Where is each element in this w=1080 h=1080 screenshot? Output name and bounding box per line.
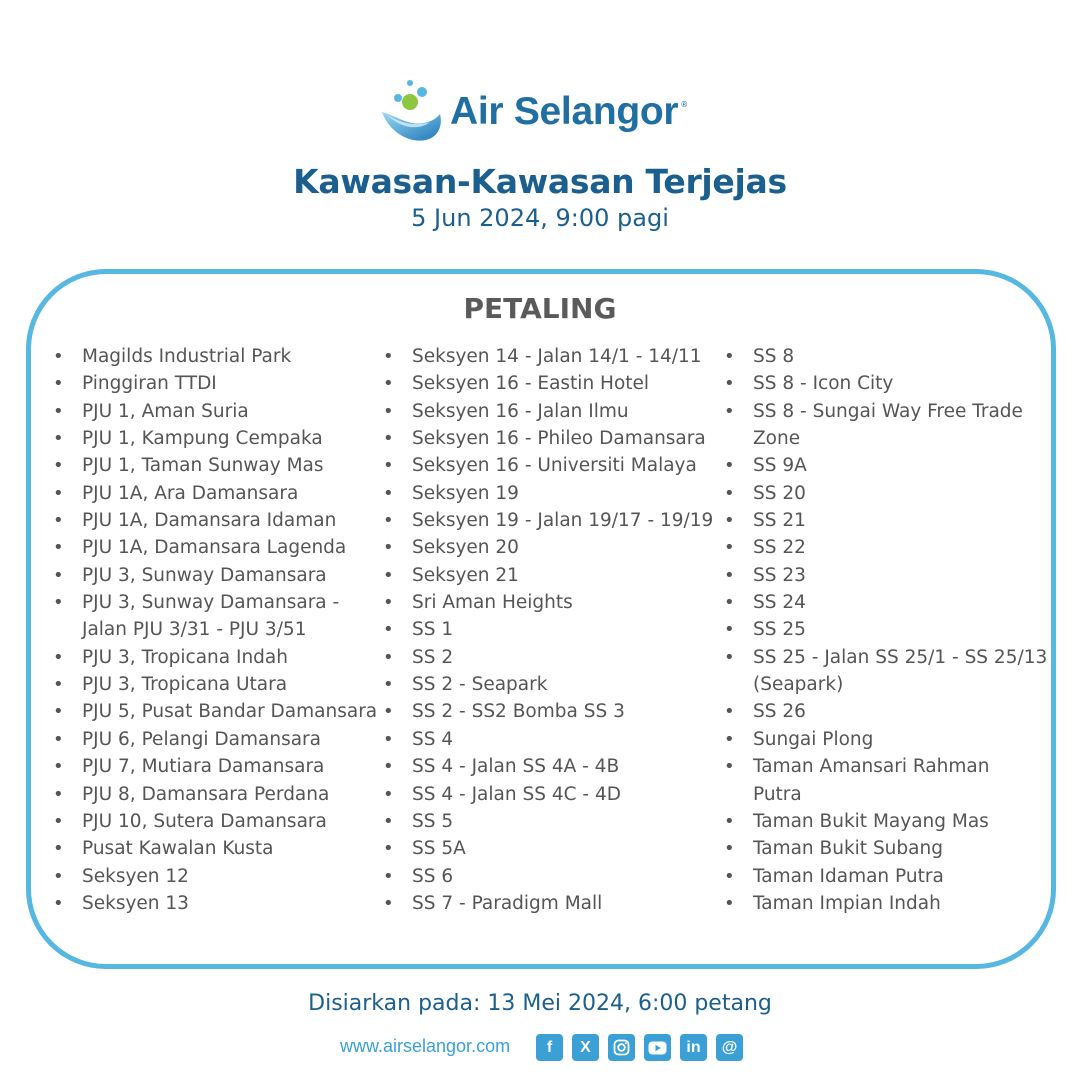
area-name: PJU 3, Sunway Damansara — [82, 564, 327, 586]
area-list-item — [383, 726, 713, 753]
bullet-icon: • — [383, 482, 394, 504]
facebook-icon[interactable] — [536, 1034, 563, 1061]
bullet-icon: • — [383, 537, 394, 559]
area-list-item — [53, 480, 377, 507]
bullet-icon: • — [724, 510, 735, 532]
bullet-icon: • — [383, 455, 394, 477]
bullet-icon: • — [383, 564, 394, 586]
bullet-icon: • — [724, 537, 735, 559]
area-name: Seksyen 21 — [412, 564, 519, 586]
threads-glyph: @ — [721, 1038, 738, 1056]
area-name: SS 25 — [753, 619, 806, 641]
area-name: SS 24 — [753, 592, 806, 614]
area-list-item — [724, 398, 1047, 425]
area-list-item — [383, 616, 713, 643]
area-name: SS 2 - SS2 Bomba SS 3 — [412, 701, 625, 723]
bullet-icon: • — [724, 646, 735, 668]
x-glyph: X — [580, 1038, 591, 1056]
bullet-icon: • — [53, 564, 64, 586]
bullet-icon: • — [53, 701, 64, 723]
bullet-icon: • — [383, 510, 394, 532]
bullet-icon: • — [53, 455, 64, 477]
area-name: Taman Impian Indah — [753, 892, 941, 914]
linkedin-icon[interactable] — [680, 1034, 707, 1061]
area-name: PJU 1, Kampung Cempaka — [82, 428, 323, 450]
area-name: PJU 8, Damansara Perdana — [82, 783, 330, 805]
area-list-item — [53, 890, 377, 917]
area-list-item — [383, 507, 714, 534]
water-drop-logo-icon — [380, 78, 444, 146]
bullet-icon: • — [724, 455, 735, 477]
bullet-icon: • — [383, 346, 394, 367]
bullet-icon: • — [724, 810, 735, 832]
area-name: Seksyen 16 - Eastin Hotel — [412, 373, 650, 395]
bullet-icon: • — [383, 592, 394, 614]
area-name: SS 2 — [412, 646, 454, 668]
bullet-icon: • — [383, 810, 394, 832]
area-name: PJU 7, Mutiara Damansara — [82, 756, 325, 778]
bullet-icon: • — [383, 701, 394, 723]
area-name: SS 8 — [753, 346, 795, 367]
area-name: Sungai Plong — [753, 728, 874, 750]
area-name: SS 23 — [753, 564, 806, 586]
bullet-icon: • — [53, 810, 64, 832]
area-list-item — [383, 753, 713, 780]
area-name: SS 20 — [753, 482, 806, 504]
bullet-icon: • — [383, 400, 394, 422]
area-name: Seksyen 12 — [82, 865, 189, 887]
area-list-item — [53, 534, 377, 561]
area-name: Taman Bukit Subang — [753, 838, 943, 860]
threads-icon[interactable] — [716, 1034, 743, 1061]
area-list-item — [383, 370, 713, 397]
area-name: PJU 1, Taman Sunway Mas — [82, 455, 324, 477]
area-list-item — [724, 480, 1047, 507]
bullet-icon: • — [53, 892, 64, 914]
area-name: Pinggiran TTDI — [82, 373, 217, 395]
area-list-item — [724, 753, 1047, 780]
bullet-icon: • — [53, 428, 64, 450]
area-list-item — [53, 343, 377, 370]
area-list-item — [383, 589, 713, 616]
area-list-item — [724, 863, 1047, 890]
district-heading: PETALING — [463, 292, 617, 325]
bullet-icon: • — [724, 838, 735, 860]
area-list-item — [383, 425, 713, 452]
bullet-icon: • — [724, 346, 735, 367]
bullet-icon: • — [53, 674, 64, 696]
area-name: SS 6 — [412, 865, 454, 887]
bullet-icon: • — [724, 373, 735, 395]
broadcast-date: Disiarkan pada: 13 Mei 2024, 6:00 petang — [308, 991, 772, 1016]
x-icon[interactable] — [572, 1034, 599, 1061]
area-name: Seksyen 20 — [412, 537, 519, 559]
bullet-icon: • — [724, 728, 735, 750]
bullet-icon: • — [724, 756, 735, 778]
area-list-item — [53, 589, 377, 616]
area-list-column-3 — [724, 343, 1048, 917]
bullet-icon: • — [383, 674, 394, 696]
area-name: PJU 1, Aman Suria — [82, 400, 249, 422]
area-name: SS 1 — [412, 619, 454, 641]
area-name: Seksyen 16 - Universiti Malaya — [412, 455, 697, 477]
area-list-item — [53, 425, 377, 452]
area-list-item — [724, 698, 1047, 725]
bullet-icon: • — [53, 510, 64, 532]
bullet-icon: • — [724, 892, 735, 914]
area-list-item — [724, 890, 1047, 917]
area-list-item — [383, 562, 713, 589]
area-list-item — [383, 534, 713, 561]
area-list-item — [53, 863, 377, 890]
bullet-icon: • — [383, 783, 394, 805]
area-name: SS 21 — [753, 510, 806, 532]
bullet-icon: • — [53, 482, 64, 504]
facebook-glyph: f — [546, 1038, 553, 1056]
area-name: SS 25 - Jalan SS 25/1 - SS 25/13 — [753, 646, 1048, 668]
area-list-item — [383, 644, 713, 671]
bullet-icon: • — [383, 373, 394, 395]
area-list-item — [724, 835, 1047, 862]
bullet-icon: • — [53, 373, 64, 395]
area-name: Sri Aman Heights — [412, 592, 573, 614]
area-name: Taman Bukit Mayang Mas — [753, 810, 989, 832]
area-list-item — [53, 452, 377, 479]
bullet-icon: • — [383, 838, 394, 860]
area-name: PJU 10, Sutera Damansara — [82, 810, 327, 832]
area-list-column-2 — [383, 343, 714, 917]
bullet-icon: • — [383, 756, 394, 778]
bullet-icon: • — [724, 564, 735, 586]
area-name: SS 22 — [753, 537, 806, 559]
area-name: SS 9A — [753, 455, 807, 477]
area-name: SS 4 - Jalan SS 4A - 4B — [412, 756, 620, 778]
area-list-item — [724, 726, 1047, 753]
page-subtitle-date: 5 Jun 2024, 9:00 pagi — [411, 204, 669, 232]
air-selangor-logo — [380, 76, 688, 148]
area-list-item — [383, 398, 713, 425]
area-list-item — [53, 753, 377, 780]
bullet-icon: • — [383, 646, 394, 668]
area-list-item — [53, 781, 377, 808]
area-list-item — [724, 343, 1047, 370]
area-list-item — [724, 589, 1047, 616]
area-list-item-continuation — [753, 425, 1047, 452]
area-name: Taman Idaman Putra — [753, 865, 944, 887]
bullet-icon: • — [53, 838, 64, 860]
area-name: PJU 1A, Ara Damansara — [82, 482, 299, 504]
area-name: Putra — [753, 783, 802, 805]
social-icons — [536, 1034, 743, 1061]
registered-mark: ® — [680, 100, 689, 109]
area-name: SS 8 - Icon City — [753, 373, 894, 395]
area-list-item — [53, 671, 377, 698]
area-name: SS 4 — [412, 728, 454, 750]
area-list-item — [383, 808, 713, 835]
area-name: SS 8 - Sungai Way Free Trade — [753, 400, 1023, 422]
linkedin-glyph: in — [686, 1038, 701, 1056]
area-name: Zone — [753, 428, 801, 450]
area-name: PJU 3, Tropicana Utara — [82, 674, 288, 696]
bullet-icon: • — [724, 619, 735, 641]
bullet-icon: • — [383, 865, 394, 887]
instagram-icon[interactable] — [608, 1034, 635, 1061]
bullet-icon: • — [53, 756, 64, 778]
area-list-item — [383, 863, 713, 890]
area-list-item-continuation — [82, 616, 377, 643]
area-list-item-continuation — [753, 781, 1047, 808]
youtube-icon[interactable] — [644, 1034, 671, 1061]
bullet-icon: • — [383, 892, 394, 914]
bullet-icon: • — [53, 592, 64, 614]
area-list-item — [724, 616, 1047, 643]
area-list-item — [53, 562, 377, 589]
area-list-item — [724, 644, 1048, 671]
bullet-icon: • — [53, 865, 64, 887]
bullet-icon: • — [53, 728, 64, 750]
area-name: PJU 5, Pusat Bandar Damansara — [82, 701, 378, 723]
area-list-item — [724, 507, 1047, 534]
area-name: PJU 6, Pelangi Damansara — [82, 728, 321, 750]
area-name: Pusat Kawalan Kusta — [82, 838, 274, 860]
area-name: PJU 3, Tropicana Indah — [82, 646, 288, 668]
area-name: SS 4 - Jalan SS 4C - 4D — [412, 783, 621, 805]
area-list-item — [383, 698, 713, 725]
bullet-icon: • — [53, 783, 64, 805]
area-list-item — [383, 835, 713, 862]
bullet-icon: • — [724, 482, 735, 504]
area-name: SS 5A — [412, 838, 466, 860]
area-list-item — [724, 562, 1047, 589]
area-name: Jalan PJU 3/31 - PJU 3/51 — [82, 619, 307, 641]
bullet-icon: • — [53, 646, 64, 668]
area-name: SS 2 - Seapark — [412, 674, 548, 696]
area-name: Magilds Industrial Park — [82, 346, 292, 367]
website-link[interactable]: www.airselangor.com — [340, 1036, 511, 1056]
area-list-item — [724, 452, 1047, 479]
area-name: Seksyen 19 — [412, 482, 519, 504]
area-name: Seksyen 16 - Jalan Ilmu — [412, 400, 629, 422]
area-list-item — [383, 781, 713, 808]
bullet-icon: • — [53, 400, 64, 422]
area-list-item — [53, 726, 377, 753]
area-name: Seksyen 14 - Jalan 14/1 - 14/11 — [412, 346, 702, 367]
area-name: Seksyen 16 - Phileo Damansara — [412, 428, 706, 450]
page-title: Kawasan-Kawasan Terjejas — [293, 162, 787, 201]
area-list-item — [383, 343, 713, 370]
bullet-icon: • — [383, 428, 394, 450]
area-list-item — [383, 890, 713, 917]
area-list-item — [53, 398, 377, 425]
area-list-item — [724, 534, 1047, 561]
bullet-icon: • — [383, 728, 394, 750]
area-name: (Seapark) — [753, 674, 844, 696]
area-list-column-1 — [53, 343, 378, 917]
bullet-icon: • — [724, 400, 735, 422]
area-list-item — [724, 808, 1047, 835]
area-name: Seksyen 19 - Jalan 19/17 - 19/19 — [412, 510, 714, 532]
bullet-icon: • — [724, 865, 735, 887]
bullet-icon: • — [53, 346, 64, 367]
area-list-item — [383, 671, 713, 698]
bullet-icon: • — [383, 619, 394, 641]
bullet-icon: • — [724, 701, 735, 723]
brand-name: Air Selangor — [450, 90, 679, 133]
area-list-item — [724, 370, 1047, 397]
bullet-icon: • — [724, 592, 735, 614]
area-list-item — [53, 507, 377, 534]
bullet-icon: • — [53, 537, 64, 559]
area-name: Seksyen 13 — [82, 892, 189, 914]
area-name: SS 26 — [753, 701, 806, 723]
area-list-item — [53, 644, 377, 671]
area-name: PJU 1A, Damansara Lagenda — [82, 537, 347, 559]
area-name: PJU 1A, Damansara Idaman — [82, 510, 337, 532]
area-list-item-continuation — [753, 671, 1047, 698]
area-name: SS 7 - Paradigm Mall — [412, 892, 603, 914]
area-list-item — [53, 370, 377, 397]
area-list-item — [383, 480, 713, 507]
area-list-item — [53, 698, 378, 725]
area-list-item — [383, 452, 713, 479]
area-list-item — [53, 808, 377, 835]
area-name: Taman Amansari Rahman — [753, 756, 990, 778]
area-name: PJU 3, Sunway Damansara - — [82, 592, 340, 614]
area-name: SS 5 — [412, 810, 454, 832]
area-list-item — [53, 835, 377, 862]
